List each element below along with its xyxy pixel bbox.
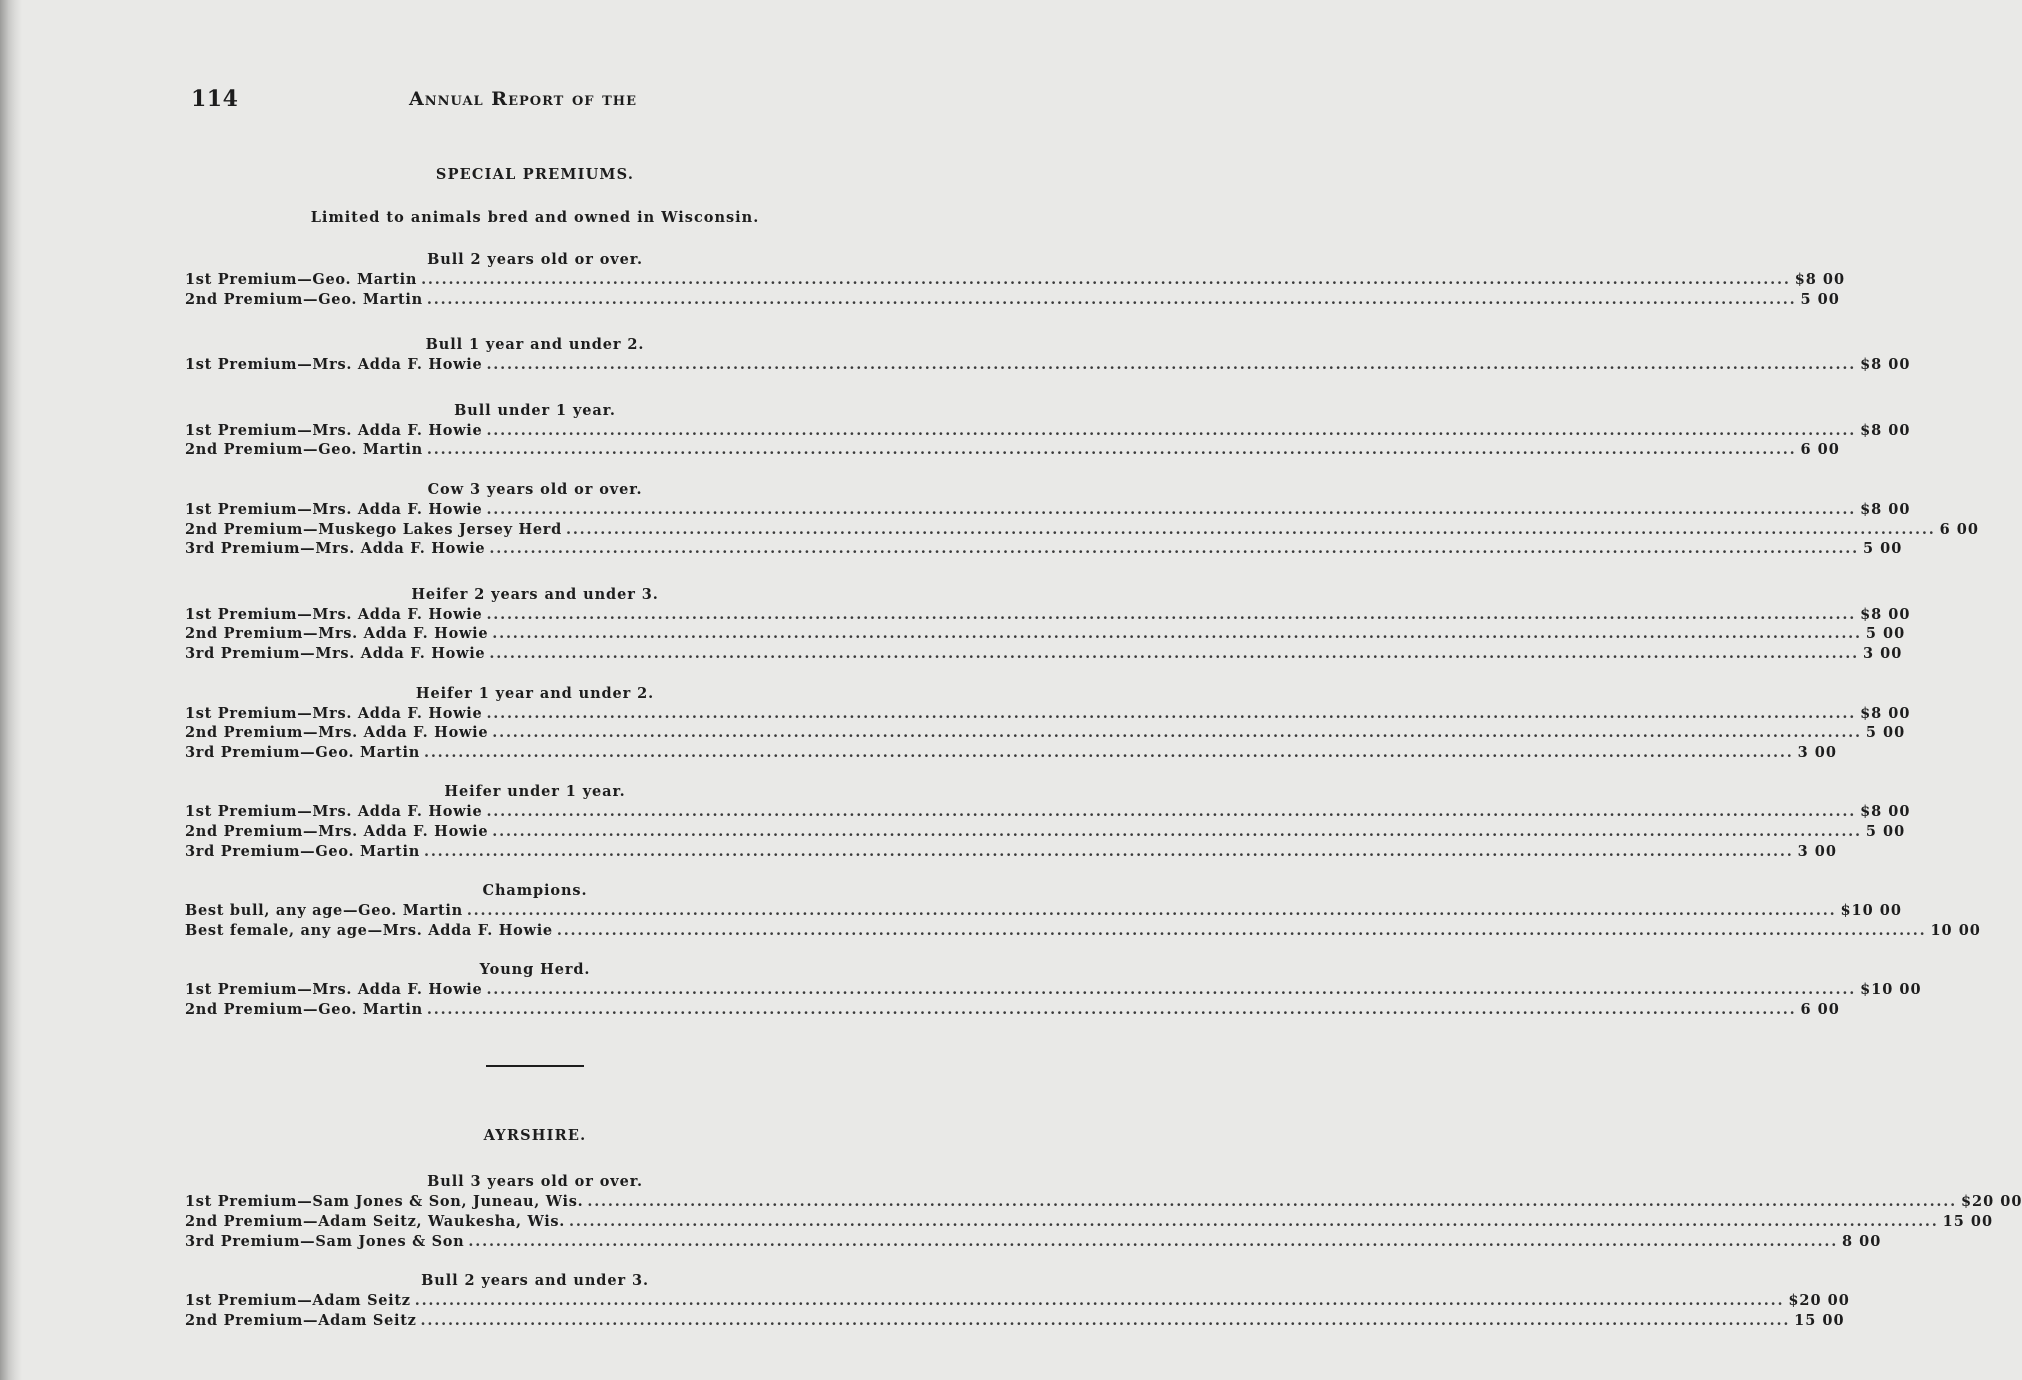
premium-group	[185, 881, 1981, 940]
premium-group	[185, 585, 1911, 664]
premium-label: 2nd Premium—Muskego Lakes Jersey Herd	[185, 520, 562, 538]
premium-row	[185, 539, 1903, 559]
premium-amount: 15 00	[1794, 1311, 1845, 1329]
premium-row	[185, 842, 1837, 862]
premium-row	[185, 980, 1922, 1000]
group-heading: Heifer under 1 year.	[444, 783, 626, 801]
premium-row	[185, 802, 1911, 822]
group-heading: Bull 3 years old or over.	[427, 1173, 643, 1191]
premium-label: 2nd Premium—Geo. Martin	[185, 441, 423, 459]
premium-amount: 5 00	[1865, 822, 1906, 840]
premium-label: 3rd Premium—Mrs. Adda F. Howie	[185, 644, 486, 662]
premium-amount: 6 00	[1939, 520, 1979, 538]
dot-leader: ........................................................................................................................................................................................................	[556, 921, 1927, 939]
premium-row	[185, 921, 1981, 941]
premium-amount: 10 00	[1930, 921, 1981, 939]
premium-label: 2nd Premium—Mrs. Adda F. Howie	[185, 625, 489, 643]
dot-leader: ........................................................................................................................................................................................................	[587, 1193, 1957, 1211]
dot-leader: ........................................................................................................................................................................................................	[489, 644, 1859, 662]
premium-amount: $8 00	[1860, 605, 1911, 623]
group-heading: Champions.	[482, 882, 588, 900]
premium-label: 1st Premium—Sam Jones & Son, Juneau, Wis.	[185, 1193, 584, 1211]
premium-amount: 5 00	[1862, 540, 1903, 558]
premium-group	[185, 960, 1922, 1019]
group-heading: Bull 2 years old or over.	[427, 251, 643, 268]
premium-row	[185, 644, 1903, 664]
group-heading: Bull 1 year and under 2.	[425, 336, 645, 354]
premium-row	[185, 605, 1911, 625]
dot-leader: ........................................................................................................................................................................................................	[426, 441, 1797, 459]
ayrshire-groups	[185, 1172, 2022, 1330]
premium-row	[185, 1232, 1882, 1252]
premium-row	[185, 421, 1911, 441]
dot-leader: ........................................................................................................................................................................................................	[414, 1292, 1785, 1310]
premium-row	[185, 270, 1846, 290]
premium-amount: 6 00	[1800, 441, 1840, 459]
section-title-ayrshire: AYRSHIRE.	[483, 1127, 587, 1145]
dot-leader: ........................................................................................................................................................................................................	[486, 356, 1857, 374]
running-title: Annual Report of the	[409, 88, 637, 110]
group-heading: Heifer 2 years and under 3.	[411, 585, 659, 603]
premium-row	[185, 1311, 1845, 1331]
dot-leader: ........................................................................................................................................................................................................	[486, 981, 1857, 999]
premium-label: Best female, any age—Mrs. Adda F. Howie	[185, 921, 553, 939]
premium-amount: $20 00	[1788, 1292, 1850, 1310]
premium-label: 2nd Premium—Geo. Martin	[185, 1000, 423, 1018]
premium-group	[185, 250, 1846, 309]
premium-group	[185, 782, 1911, 861]
premium-row	[185, 1192, 2022, 1212]
premium-group	[185, 1271, 1850, 1330]
premium-label: 1st Premium—Mrs. Adda F. Howie	[185, 803, 483, 821]
premium-label: 2nd Premium—Geo. Martin	[185, 290, 423, 308]
dot-leader: ........................................................................................................................................................................................................	[421, 271, 1791, 288]
premium-group	[185, 1172, 2022, 1251]
premium-amount: 5 00	[1865, 724, 1906, 742]
premium-row	[185, 743, 1837, 763]
dot-leader: ........................................................................................................................................................................................................	[486, 500, 1857, 518]
premium-amount: $8 00	[1860, 421, 1911, 439]
dot-leader: ........................................................................................................................................................................................................	[492, 724, 1862, 742]
premium-amount: $8 00	[1860, 356, 1911, 374]
premium-row	[185, 723, 1906, 743]
premium-row	[185, 520, 1979, 540]
dot-leader: ........................................................................................................................................................................................................	[489, 540, 1859, 558]
premium-row	[185, 500, 1911, 520]
premium-label: 3rd Premium—Sam Jones & Son	[185, 1232, 465, 1250]
dot-leader: ........................................................................................................................................................................................................	[486, 605, 1857, 623]
premium-label: 3rd Premium—Geo. Martin	[185, 743, 420, 761]
group-heading: Young Herd.	[479, 961, 591, 979]
premium-amount: 5 00	[1800, 290, 1840, 308]
dot-leader: ........................................................................................................................................................................................................	[486, 704, 1857, 722]
dot-leader: ........................................................................................................................................................................................................	[466, 902, 1837, 920]
premium-row	[185, 624, 1906, 644]
dot-leader: ........................................................................................................................................................................................................	[492, 822, 1862, 840]
premium-row	[185, 290, 1840, 310]
premium-label: 1st Premium—Mrs. Adda F. Howie	[185, 356, 483, 374]
premium-amount: $8 00	[1860, 704, 1911, 722]
premium-label: 1st Premium—Mrs. Adda F. Howie	[185, 500, 483, 518]
premium-group	[185, 480, 1979, 559]
premium-row	[185, 355, 1911, 375]
premium-amount: $10 00	[1840, 902, 1902, 920]
premium-group	[185, 335, 1911, 375]
dot-leader: ........................................................................................................................................................................................................	[426, 1000, 1797, 1018]
premium-row	[185, 440, 1840, 460]
premium-label: 1st Premium—Geo. Martin	[185, 271, 418, 288]
premium-amount: 15 00	[1942, 1213, 1994, 1231]
dot-leader: ........................................................................................................................................................................................................	[565, 520, 1936, 538]
premium-amount: 3 00	[1797, 743, 1837, 761]
premium-group	[185, 401, 1911, 460]
premium-label: 1st Premium—Mrs. Adda F. Howie	[185, 704, 483, 722]
premium-label: 3rd Premium—Geo. Martin	[185, 842, 420, 860]
premium-label: 2nd Premium—Adam Seitz, Waukesha, Wis.	[185, 1213, 566, 1231]
premium-label: 1st Premium—Mrs. Adda F. Howie	[185, 981, 483, 999]
dot-leader: ........................................................................................................................................................................................................	[492, 625, 1862, 643]
premium-row	[185, 704, 1911, 724]
premium-amount: $8 00	[1860, 803, 1911, 821]
premium-row	[185, 1291, 1850, 1311]
dot-leader: ........................................................................................................................................................................................................	[468, 1232, 1839, 1250]
premium-label: 2nd Premium—Mrs. Adda F. Howie	[185, 822, 489, 840]
premium-amount: $10 00	[1860, 981, 1922, 999]
premium-label: Best bull, any age—Geo. Martin	[185, 902, 463, 920]
premium-amount: $8 00	[1794, 271, 1846, 288]
group-heading: Heifer 1 year and under 2.	[415, 684, 655, 702]
dot-leader: ........................................................................................................................................................................................................	[423, 743, 1794, 761]
premium-amount: 3 00	[1797, 842, 1837, 860]
premium-label: 1st Premium—Mrs. Adda F. Howie	[185, 421, 483, 439]
premium-row	[185, 901, 1902, 921]
group-heading: Bull under 1 year.	[454, 401, 616, 419]
dot-leader: ........................................................................................................................................................................................................	[486, 421, 1857, 439]
premium-amount: 6 00	[1800, 1000, 1840, 1018]
premium-amount: 3 00	[1862, 644, 1903, 662]
book-binding-edge	[0, 0, 22, 1380]
special-premiums-groups	[185, 250, 1981, 1019]
dot-leader: ........................................................................................................................................................................................................	[569, 1213, 1939, 1231]
section-title-special-premiums: SPECIAL PREMIUMS.	[435, 166, 635, 183]
premium-amount: 5 00	[1865, 625, 1906, 643]
section-divider	[486, 1065, 584, 1067]
group-heading: Cow 3 years old or over.	[427, 480, 643, 498]
premium-row	[185, 1212, 1994, 1232]
page-number: 114	[191, 86, 239, 112]
section-intro: Limited to animals bred and owned in Wisconsin.	[310, 209, 760, 226]
premium-amount: $8 00	[1860, 500, 1911, 518]
dot-leader: ........................................................................................................................................................................................................	[420, 1311, 1791, 1329]
dot-leader: ........................................................................................................................................................................................................	[423, 842, 1794, 860]
premium-label: 2nd Premium—Mrs. Adda F. Howie	[185, 724, 489, 742]
premium-amount: $20 00	[1960, 1193, 2022, 1211]
page-header	[185, 86, 885, 120]
dot-leader: ........................................................................................................................................................................................................	[426, 290, 1797, 308]
group-heading: Bull 2 years and under 3.	[421, 1272, 649, 1290]
premium-amount: 8 00	[1842, 1232, 1882, 1250]
dot-leader: ........................................................................................................................................................................................................	[486, 803, 1857, 821]
document-page	[185, 86, 2022, 1330]
premium-label: 1st Premium—Adam Seitz	[185, 1292, 411, 1310]
premium-label: 2nd Premium—Adam Seitz	[185, 1311, 417, 1329]
premium-row	[185, 822, 1906, 842]
premium-row	[185, 1000, 1840, 1020]
premium-group	[185, 684, 1911, 763]
premium-label: 3rd Premium—Mrs. Adda F. Howie	[185, 540, 486, 558]
premium-label: 1st Premium—Mrs. Adda F. Howie	[185, 605, 483, 623]
